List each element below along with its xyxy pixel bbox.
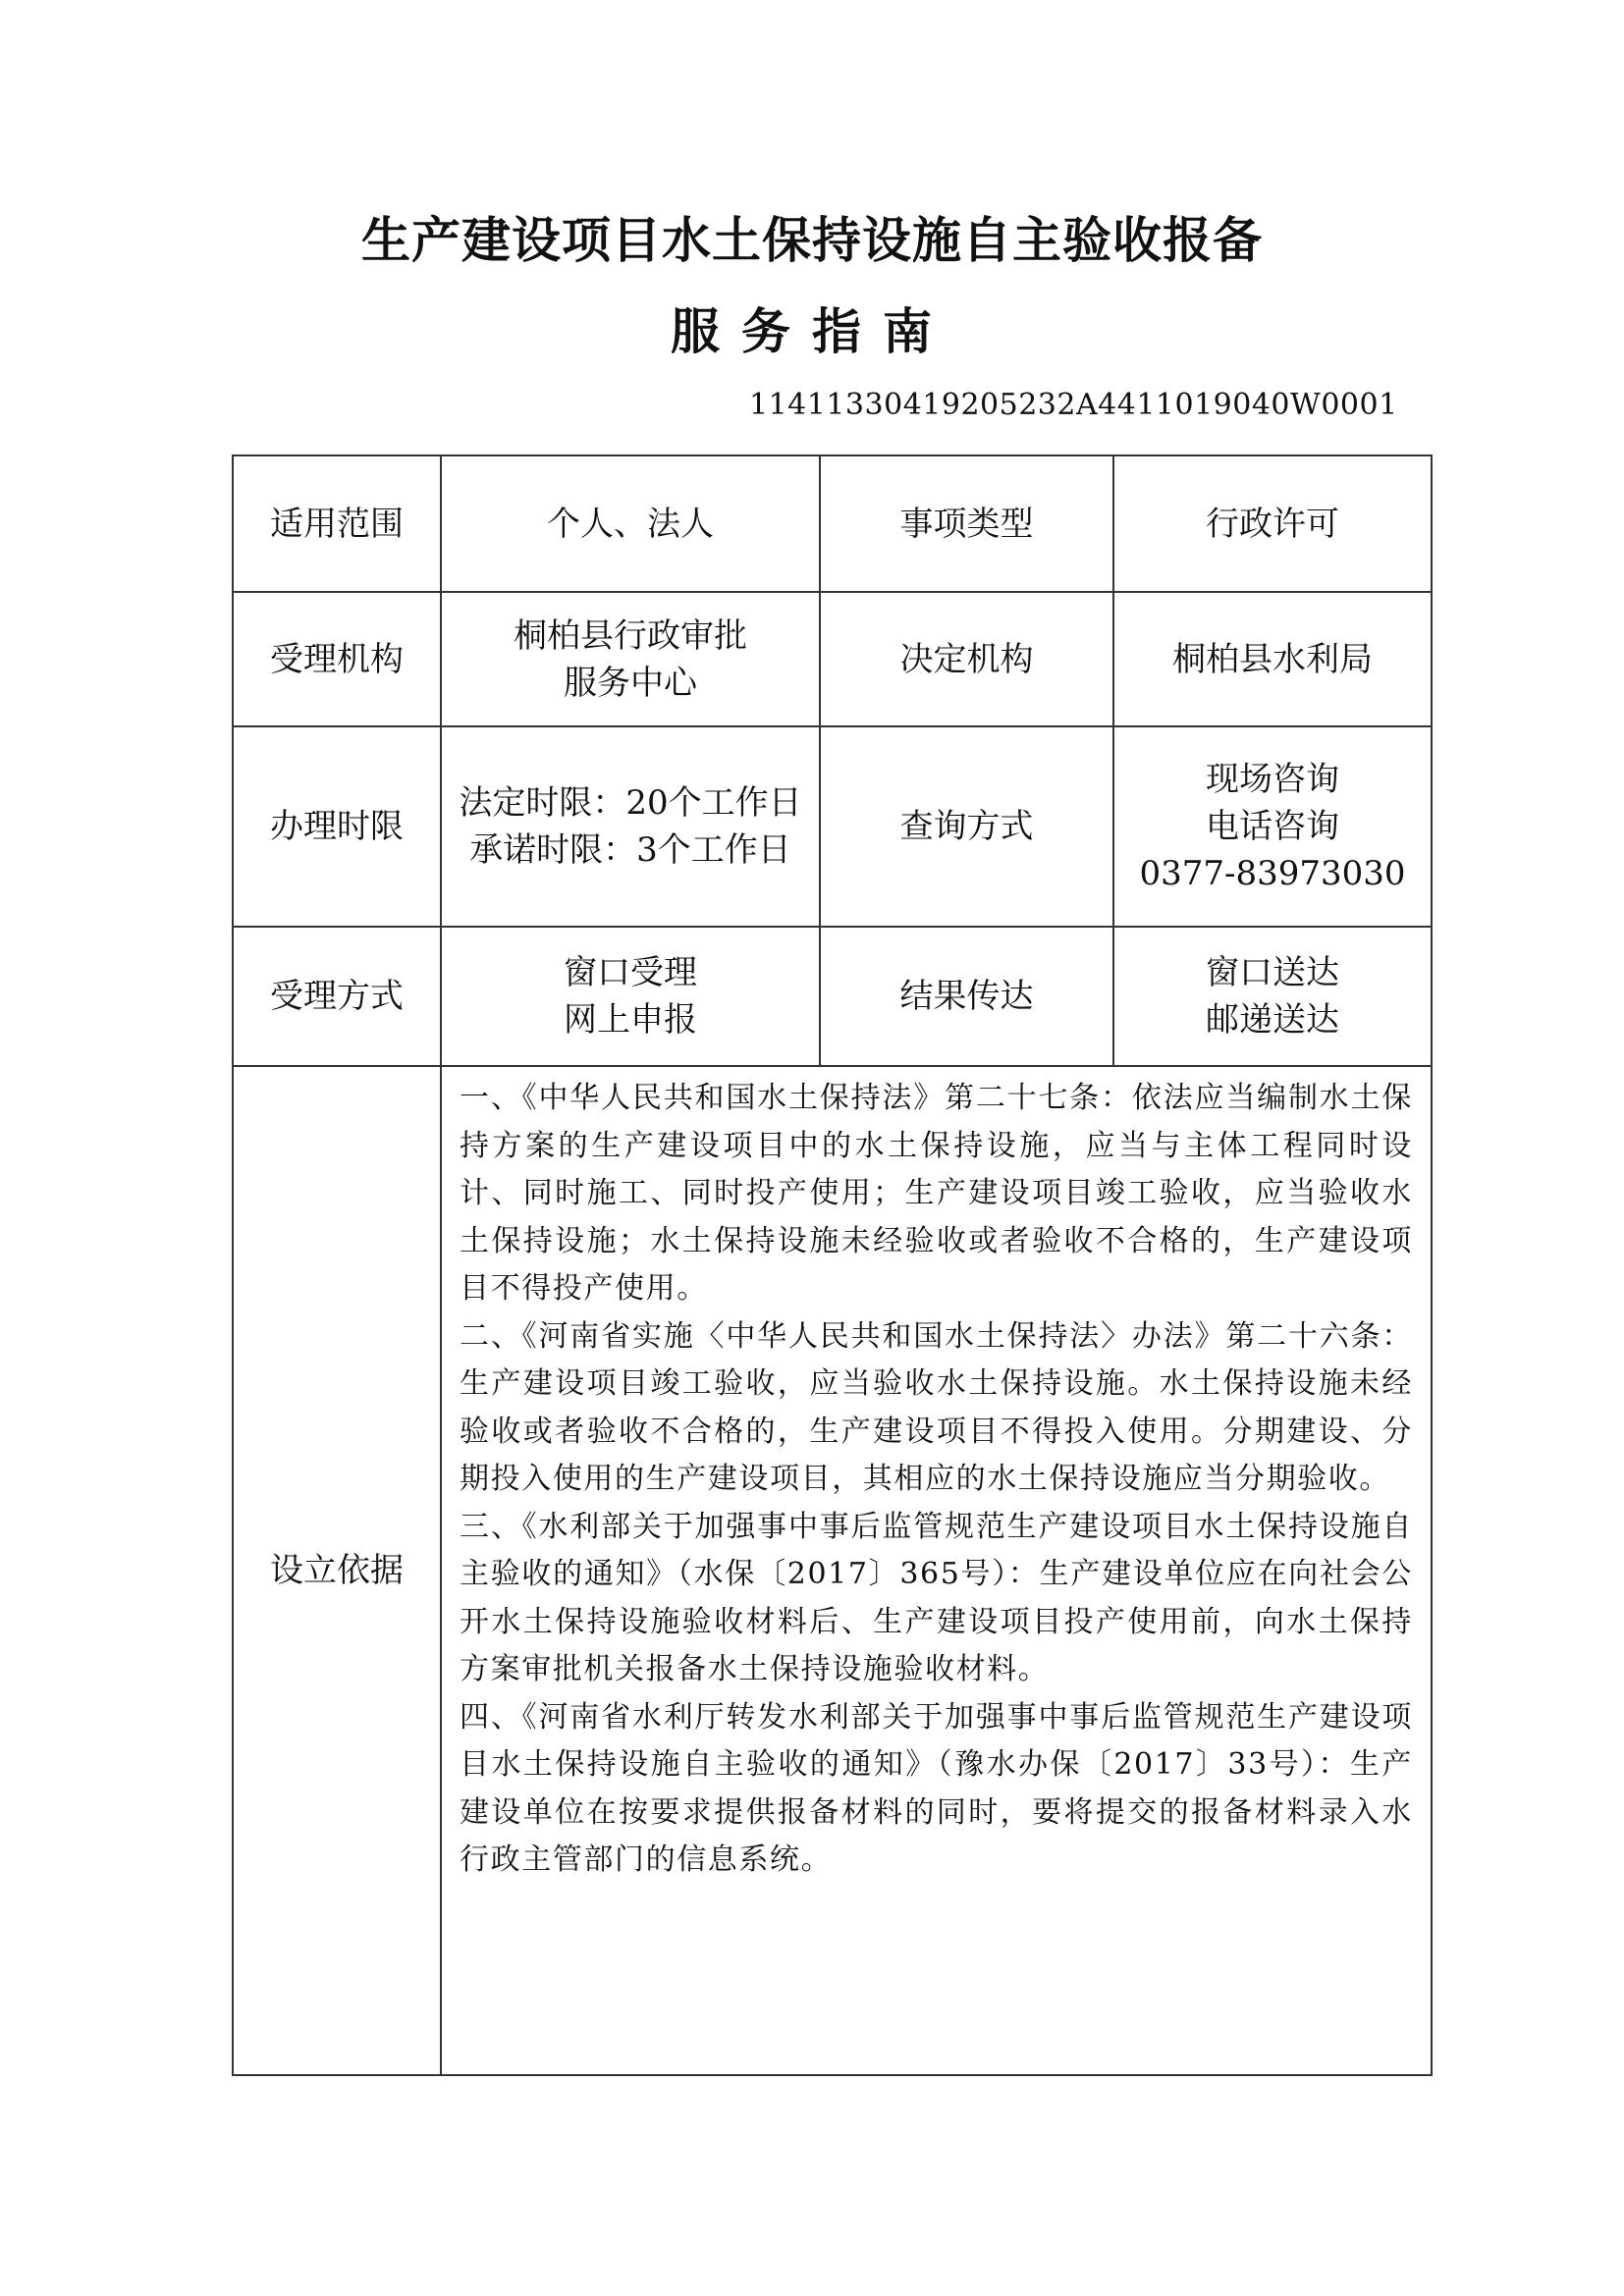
label-result-delivery: 结果传达 [820,927,1113,1066]
value-line: 邮递送达 [1206,1000,1339,1040]
label-inquiry-method: 查询方式 [820,726,1113,927]
value-accepting-agency [441,592,820,726]
label-scope: 适用范围 [233,455,441,592]
value-result-delivery [1113,927,1432,1066]
label-item-type: 事项类型 [820,455,1113,592]
value-line: 现场咨询 [1206,760,1339,799]
value-line: 网上申报 [564,1000,697,1040]
value-scope: 个人、法人 [441,455,820,592]
table-row [233,726,1432,927]
table-row [233,1066,1432,2075]
value-line: 服务中心 [564,663,697,703]
phone-number: 0377-83973030 [1139,854,1406,893]
label-acceptance-method: 受理方式 [233,927,441,1066]
value-deciding-agency: 桐柏县水利局 [1113,592,1432,726]
label-deciding-agency: 决定机构 [820,592,1113,726]
basis-paragraph: 四、《河南省水利厅转发水利部关于加强事中事后监管规范生产建设项目水土保持设施自主验收的通知》（豫水办保〔2017〕33号）：生产建设单位在按要求提供报备材料的同时，要将提交的报备材料录入水行政主管部门的信息系统。 [460,1699,1413,1877]
value-item-type: 行政许可 [1113,455,1432,592]
table-row [233,592,1432,726]
value-line: 法定时限：20个工作日 [459,783,802,823]
label-accepting-agency: 受理机构 [233,592,441,726]
value-acceptance-method [441,927,820,1066]
table-row [233,455,1432,592]
legal-basis-content [441,1066,1432,2075]
document-title: 生产建设项目水土保持设施自主验收报备 [361,212,1263,269]
value-line: 窗口送达 [1206,953,1339,992]
value-time-limit [441,726,820,927]
basis-paragraph: 三、《水利部关于加强事中事后监管规范生产建设项目水土保持设施自主验收的通知》（水保〔2017〕365号）：生产建设单位应在向社会公开水土保持设施验收材料后、生产建设项目投产使用前，向水土保持方案审批机关报备水土保持设施验收材料。 [460,1509,1413,1686]
table-row [233,927,1432,1066]
label-legal-basis: 设立依据 [233,1066,441,2075]
value-line: 窗口受理 [564,953,697,992]
basis-paragraph: 一、《中华人民共和国水土保持法》第二十七条：依法应当编制水土保持方案的生产建设项目中的水土保持设施，应当与主体工程同时设计、同时施工、同时投产使用；生产建设项目竣工验收，应当验收水土保持设施；水土保持设施未经验收或者验收不合格的，生产建设项目不得投产使用。 [460,1081,1413,1306]
basis-paragraph: 二、《河南省实施〈中华人民共和国水土保持法〉办法》第二十六条：生产建设项目竣工验收，应当验收水土保持设施。水土保持设施未经验收或者验收不合格的，生产建设项目不得投入使用。分期建设、分期投入使用的生产建设项目，其相应的水土保持设施应当分期验收。 [460,1318,1413,1496]
item-code: 11411330419205232A4411019040W0001 [749,388,1398,422]
value-line: 承诺时限：3个工作日 [469,830,791,870]
value-inquiry-method [1113,726,1432,927]
label-time-limit: 办理时限 [233,726,441,927]
value-line: 电话咨询 [1206,807,1339,846]
value-line: 桐柏县行政审批 [514,615,747,656]
document-subtitle: 服务指南 [671,303,953,360]
service-guide-table [232,454,1433,2076]
